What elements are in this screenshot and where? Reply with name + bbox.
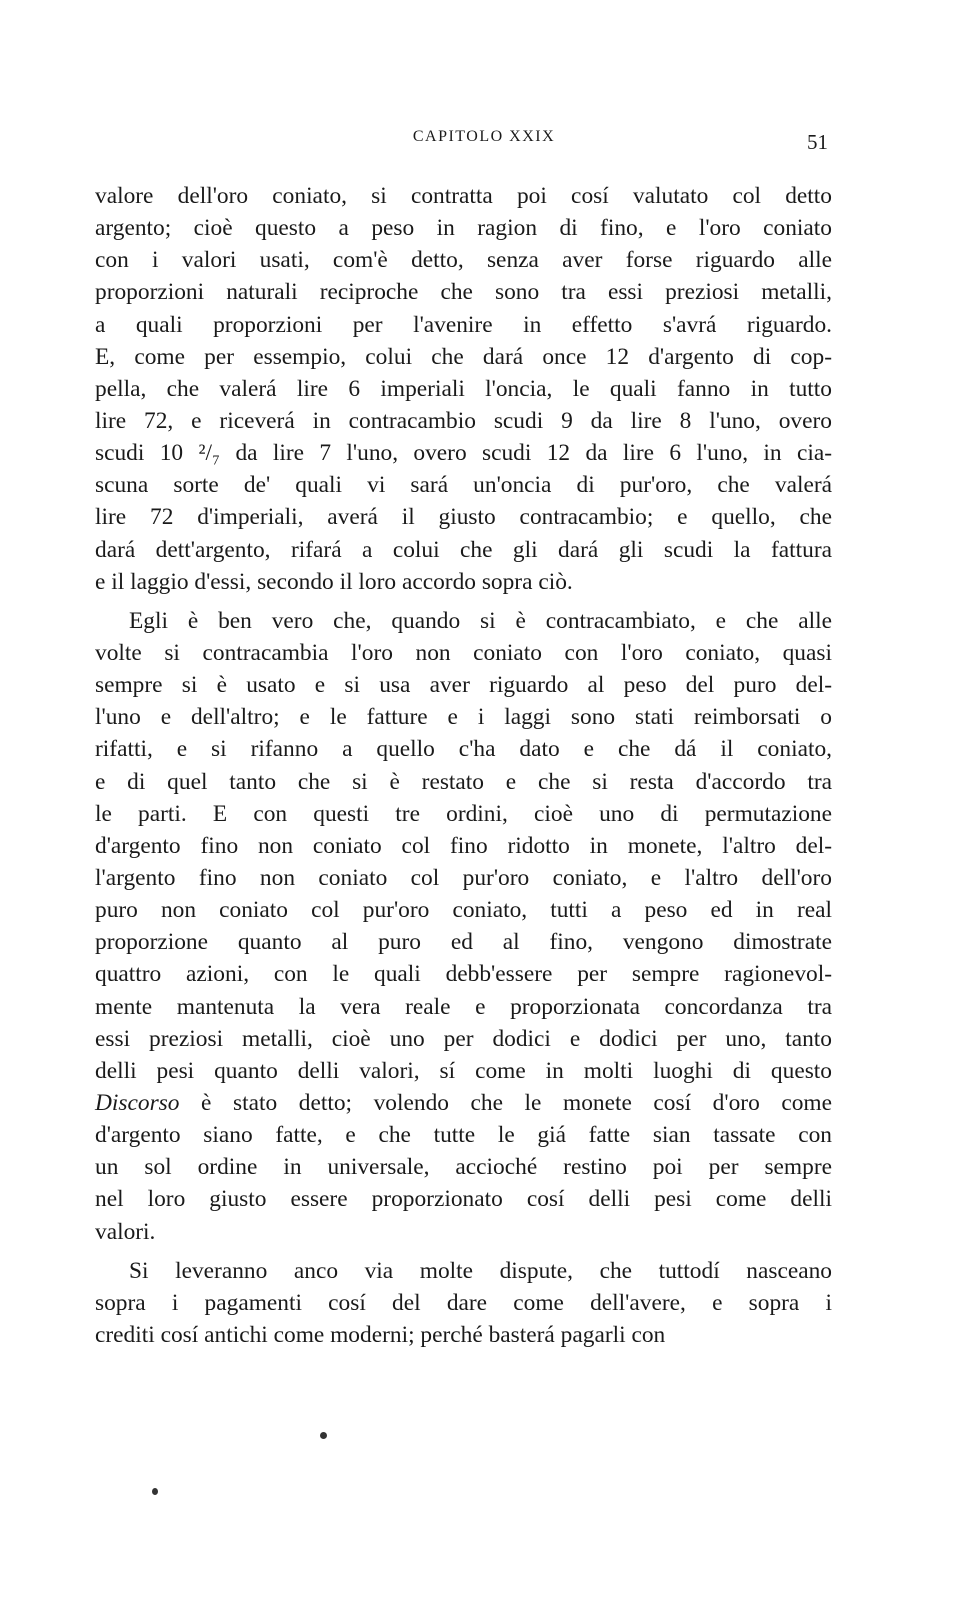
italic-title: Discorso <box>95 1089 180 1116</box>
text-line: l'argento fino non coniato col pur'oro coniato, e l'altro dell'oro <box>95 864 832 891</box>
text-line: essi preziosi metalli, cioè uno per dodici e dodici per uno, tanto <box>95 1025 832 1052</box>
chapter-title: CAPITOLO XXIX <box>412 128 556 145</box>
text-line: e di quel tanto che si è restato e che si resta d'accordo tra <box>95 768 832 795</box>
text-line: scuna sorte de' quali vi sará un'oncia di pur'oro, che valerá <box>95 472 832 499</box>
paragraph <box>95 605 832 1248</box>
text-line: le parti. E con questi tre ordini, cioè uno di permutazione <box>95 800 832 827</box>
text-line: puro non coniato col pur'oro coniato, tutti a peso ed in real <box>95 897 832 924</box>
paragraph-gap <box>95 598 832 605</box>
text-line: proporzioni naturali reciproche che sono tra essi preziosi metalli, <box>95 279 832 306</box>
text-line: dará dett'argento, rifará a colui che gli dará gli scudi la fattura <box>95 536 832 563</box>
text-line: l'uno e dell'altro; e le fatture e i laggi sono stati reimborsati o <box>95 704 832 731</box>
text-line: proporzione quanto al puro ed al fino, vengono dimostrate <box>95 929 832 956</box>
text-line: valori. <box>95 1218 156 1245</box>
text-line: un sol ordine in universale, accioché restino poi per sempre <box>95 1154 832 1181</box>
text-line: a quali proporzioni per l'avenire in effetto s'avrá riguardo. <box>95 311 832 338</box>
page-number: 51 <box>807 130 828 154</box>
text-line: d'argento fino non coniato col fino ridotto in monete, l'altro del- <box>95 832 832 859</box>
text-line: E, come per essempio, colui che dará once 12 d'argento di cop- <box>95 343 832 370</box>
text-line: rifatti, e si rifanno a quello c'ha dato e che dá il coniato, <box>95 736 832 763</box>
ink-speck <box>320 1432 327 1439</box>
running-head <box>0 128 968 158</box>
ink-speck <box>152 1488 158 1495</box>
text-line: pella, che valerá lire 6 imperiali l'oncia, le quali fanno in tutto <box>95 375 832 402</box>
text-line: scudi 10 ²/₇ da lire 7 l'uno, overo scudi 12 da lire 6 l'uno, in cia- <box>95 440 832 467</box>
text-line: Egli è ben vero che, quando si è contracambiato, e che alle <box>129 607 832 634</box>
text-line: sopra i pagamenti cosí del dare come dell'avere, e sopra i <box>95 1289 832 1316</box>
text-line: con i valori usati, com'è detto, senza aver forse riguardo alle <box>95 247 832 274</box>
text-line: argento; cioè questo a peso in ragion di fino, e l'oro coniato <box>95 215 832 242</box>
body-text <box>95 180 832 1351</box>
text-line: sempre si è usato e si usa aver riguardo al peso del puro del- <box>95 672 832 699</box>
text-line: Si leveranno anco via molte dispute, che tuttodí nasceano <box>129 1257 832 1284</box>
text-line: volte si contracambia l'oro non coniato con l'oro coniato, quasi <box>95 639 832 666</box>
paragraph-gap <box>95 1248 832 1255</box>
text-line: e il laggio d'essi, secondo il loro accordo sopra ciò. <box>95 568 573 595</box>
text-line: nel loro giusto essere proporzionato cosí delli pesi come delli <box>95 1186 832 1213</box>
text-line: Discorso è stato detto; volendo che le monete cosí d'oro come <box>95 1089 832 1116</box>
text-line: delli pesi quanto delli valori, sí come in molti luoghi di questo <box>95 1057 832 1084</box>
text-line: valore dell'oro coniato, si contratta poi cosí valutato col detto <box>95 183 832 209</box>
text-line: lire 72 d'imperiali, averá il giusto contracambio; e quello, che <box>95 504 832 531</box>
text-line: mente mantenuta la vera reale e proporzionata concordanza tra <box>95 993 832 1020</box>
text-line: crediti cosí antichi come moderni; perché basterá pagarli con <box>95 1321 666 1348</box>
text-line: quattro azioni, con le quali debb'essere per sempre ragionevol- <box>95 961 832 988</box>
text-line: d'argento siano fatte, e che tutte le giá fatte sian tassate con <box>95 1122 832 1149</box>
text-line: lire 72, e riceverá in contracambio scudi 9 da lire 8 l'uno, overo <box>95 407 832 434</box>
paragraph <box>95 1255 832 1351</box>
paragraph <box>95 180 832 598</box>
